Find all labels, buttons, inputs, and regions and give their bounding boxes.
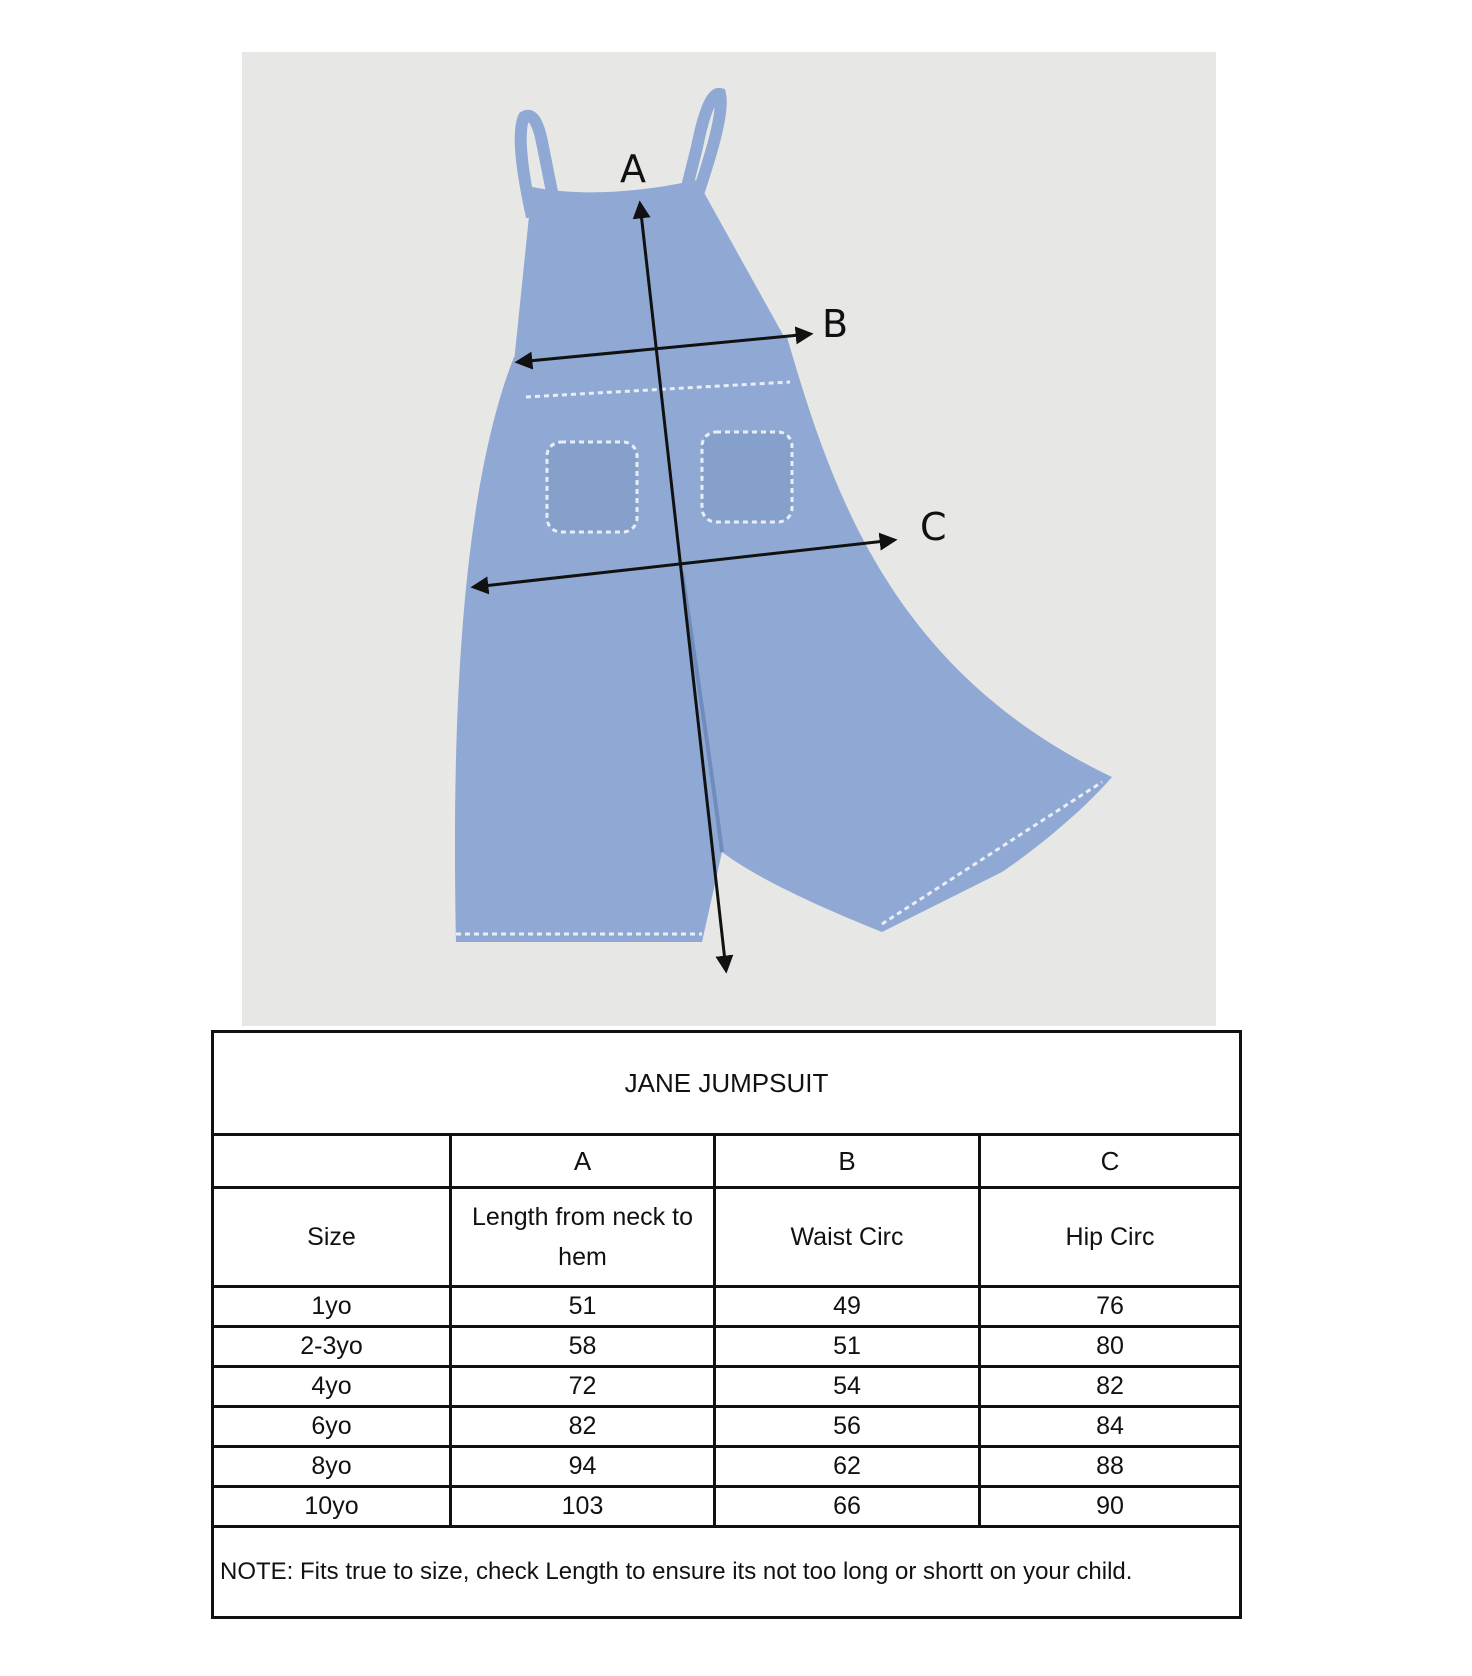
table-row — [213, 1447, 1241, 1487]
length-cell: 94 — [451, 1447, 715, 1487]
label-c: C — [920, 505, 947, 549]
hip-cell: 90 — [980, 1487, 1241, 1527]
hip-cell: 82 — [980, 1367, 1241, 1407]
waist-cell: 56 — [715, 1407, 980, 1447]
table-row — [213, 1327, 1241, 1367]
hip-cell: 76 — [980, 1287, 1241, 1327]
waist-cell: 66 — [715, 1487, 980, 1527]
size-cell: 10yo — [213, 1487, 451, 1527]
size-header: Size — [213, 1188, 451, 1287]
length-cell: 51 — [451, 1287, 715, 1327]
waist-cell: 49 — [715, 1287, 980, 1327]
table-title-row — [213, 1032, 1241, 1135]
length-cell: 72 — [451, 1367, 715, 1407]
desc-a-text: Length from neck to hem — [472, 1203, 693, 1271]
waist-cell: 54 — [715, 1367, 980, 1407]
jumpsuit-measurement-diagram — [242, 52, 1216, 1026]
length-cell: 58 — [451, 1327, 715, 1367]
header-desc-c: Hip Circ — [980, 1188, 1241, 1287]
fit-note: NOTE: Fits true to size, check Length to ensure its not too long or shortt on your child. — [213, 1527, 1241, 1618]
hip-cell: 80 — [980, 1327, 1241, 1367]
hip-cell: 84 — [980, 1407, 1241, 1447]
label-b: B — [822, 302, 849, 346]
table-row — [213, 1407, 1241, 1447]
header-letter-b: B — [715, 1135, 980, 1188]
letter-header-row — [213, 1135, 1241, 1188]
length-cell: 103 — [451, 1487, 715, 1527]
bib — [514, 180, 787, 362]
header-letter-c: C — [980, 1135, 1241, 1188]
header-letter-a: A — [451, 1135, 715, 1188]
table-row — [213, 1367, 1241, 1407]
size-chart-table — [211, 1030, 1242, 1619]
waist-cell: 51 — [715, 1327, 980, 1367]
size-cell: 1yo — [213, 1287, 451, 1327]
product-photo — [242, 52, 1216, 1026]
size-cell: 6yo — [213, 1407, 451, 1447]
jumpsuit-body — [455, 337, 1112, 942]
description-header-row — [213, 1188, 1241, 1287]
right-pocket — [702, 432, 792, 522]
table-row — [213, 1487, 1241, 1527]
table-title: JANE JUMPSUIT — [213, 1032, 1241, 1135]
hip-cell: 88 — [980, 1447, 1241, 1487]
left-pocket — [547, 442, 637, 532]
size-cell: 4yo — [213, 1367, 451, 1407]
header-desc-b: Waist Circ — [715, 1188, 980, 1287]
waist-cell: 62 — [715, 1447, 980, 1487]
size-cell: 8yo — [213, 1447, 451, 1487]
length-cell: 82 — [451, 1407, 715, 1447]
size-cell: 2-3yo — [213, 1327, 451, 1367]
label-a: A — [620, 147, 646, 191]
header-desc-a — [451, 1188, 715, 1287]
empty-header-cell — [213, 1135, 451, 1188]
note-row — [213, 1527, 1241, 1618]
table-row — [213, 1287, 1241, 1327]
